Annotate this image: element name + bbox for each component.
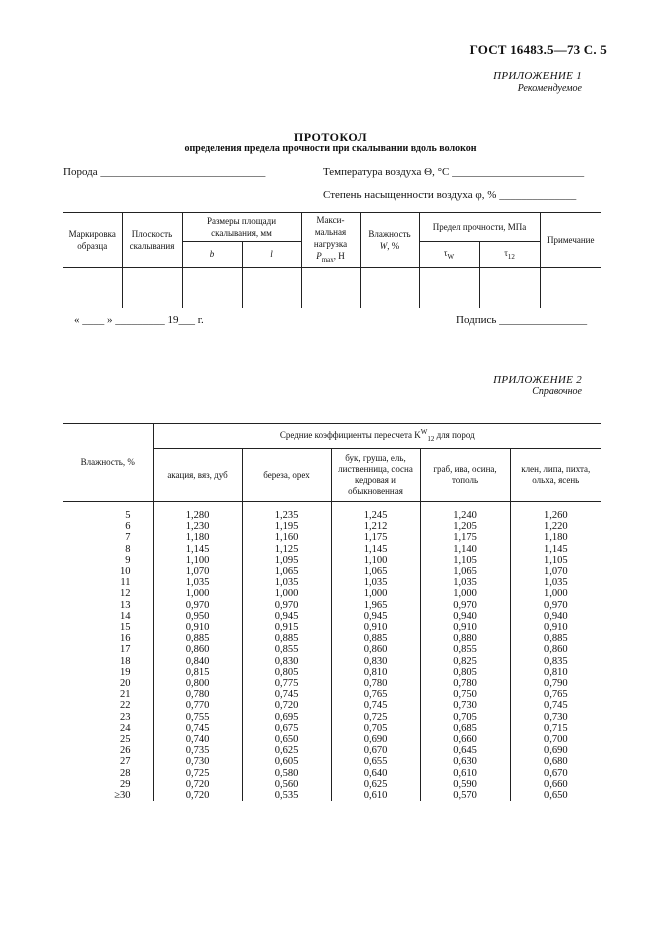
coefficient-cell: 0,730 (420, 700, 510, 711)
coefficient-cell: 0,650 (242, 734, 331, 745)
col-header-plane: Плоскость скалывания (122, 213, 182, 268)
coefficient-cell: 0,650 (510, 790, 601, 801)
col-header-species-1: акация, вяз, дуб (153, 449, 242, 502)
coefficient-cell: 0,860 (153, 644, 242, 655)
coefficient-cell: 0,855 (242, 644, 331, 655)
col-header-tau-w: $\tau_W$ (419, 242, 479, 268)
col-header-dimensions: Размеры площади скалывания, мм (182, 213, 301, 242)
col-header-tau-12: $\tau_{12}$ (479, 242, 540, 268)
coefficient-cell: 1,240 (420, 502, 510, 522)
coefficient-cell: 0,860 (510, 644, 601, 655)
coefficient-cell: 1,065 (420, 566, 510, 577)
moisture-cell: 27 (63, 756, 153, 767)
protocol-title: ПРОТОКОЛ (293, 130, 368, 144)
moisture-cell: 11 (63, 577, 153, 588)
moisture-cell: 8 (63, 544, 153, 555)
moisture-cell: 25 (63, 734, 153, 745)
moisture-cell: 14 (63, 611, 153, 622)
coefficient-cell: 0,670 (331, 745, 420, 756)
appendix-1-subtitle: Рекомендуемое (517, 83, 582, 94)
coefficient-cell: 1,035 (420, 577, 510, 588)
coefficient-cell: 0,680 (510, 756, 601, 767)
coefficient-cell: 0,885 (510, 633, 601, 644)
coefficient-cell: 0,765 (331, 689, 420, 700)
table-row (63, 712, 601, 723)
coefficient-cell: 0,625 (331, 779, 420, 790)
coefficient-cell: 0,950 (153, 611, 242, 622)
coefficient-cell: 0,695 (242, 712, 331, 723)
coefficient-cell: 0,570 (420, 790, 510, 801)
coefficient-cell: 0,945 (331, 611, 420, 622)
appendix-2-title: ПРИЛОЖЕНИЕ 2 (493, 374, 582, 386)
appendix-2-subtitle: Справочное (532, 386, 582, 397)
moisture-cell: 10 (63, 566, 153, 577)
moisture-cell: 17 (63, 644, 153, 655)
moisture-cell: 16 (63, 633, 153, 644)
signature-line: Подпись ________________ (456, 314, 588, 326)
coefficient-cell: 0,755 (153, 712, 242, 723)
coefficient-cell: 0,580 (242, 768, 331, 779)
coefficient-cell: 1,140 (420, 544, 510, 555)
coefficient-cell: 1,260 (510, 502, 601, 522)
coefficient-cell: 0,970 (510, 600, 601, 611)
moisture-cell: 28 (63, 768, 153, 779)
coefficient-cell: 0,560 (242, 779, 331, 790)
coefficient-cell: 0,970 (242, 600, 331, 611)
moisture-cell: 18 (63, 656, 153, 667)
table-row (63, 734, 601, 745)
coefficient-cell: 1,965 (331, 600, 420, 611)
col-header-species-4: граб, ива, осина, тополь (420, 449, 510, 502)
col-header-species-5: клен, липа, пихта, ольха, ясень (510, 449, 601, 502)
coefficient-cell: 1,245 (331, 502, 420, 522)
coefficient-cell: 0,780 (420, 678, 510, 689)
table-row (63, 790, 601, 801)
coefficient-cell: 0,715 (510, 723, 601, 734)
table-row (63, 521, 601, 532)
table-cell (63, 267, 122, 308)
breed-field (63, 166, 265, 178)
coefficient-cell: 1,175 (420, 532, 510, 543)
moisture-cell: 5 (63, 502, 153, 522)
coefficient-cell: 0,690 (510, 745, 601, 756)
table-cell (242, 267, 301, 308)
table-cell (182, 267, 242, 308)
coefficient-cell: 0,745 (153, 723, 242, 734)
coefficient-cell: 0,750 (420, 689, 510, 700)
col-header-moisture: Влажность W, % (360, 213, 419, 268)
coefficient-cell: 0,660 (420, 734, 510, 745)
table-row (63, 622, 601, 633)
appendix-1-title: ПРИЛОЖЕНИЕ 1 (493, 70, 582, 82)
saturation-label: Степень насыщенности воздуха φ, % (323, 189, 497, 201)
table-row (63, 745, 601, 756)
coefficient-cell: 0,655 (331, 756, 420, 767)
protocol-subtitle: определения предела прочности при скалывании вдоль волокон (184, 143, 477, 154)
coefficient-cell: 0,645 (420, 745, 510, 756)
breed-blank: ______________________________ (100, 166, 266, 178)
col-header-marking: Маркировка образца (63, 213, 122, 268)
moisture-cell: 20 (63, 678, 153, 689)
coefficient-cell: 1,000 (153, 588, 242, 599)
coefficient-cell: 0,910 (420, 622, 510, 633)
table-row (63, 779, 601, 790)
moisture-cell: 7 (63, 532, 153, 543)
col-header-dim-b: b (182, 242, 242, 268)
coefficient-cell: 0,640 (331, 768, 420, 779)
coefficient-cell: 1,175 (331, 532, 420, 543)
col-header-max-load: Макси-мальная нагрузка $P_{max}$, Н (301, 213, 360, 268)
table-row (63, 577, 601, 588)
coefficient-cell: 0,605 (242, 756, 331, 767)
coefficient-cell: 0,690 (331, 734, 420, 745)
coefficient-cell: 0,805 (420, 667, 510, 678)
table-cell (479, 267, 540, 308)
coefficient-cell: 1,105 (510, 555, 601, 566)
table-row (63, 611, 601, 622)
moisture-cell: 9 (63, 555, 153, 566)
coefficient-cell: 1,145 (153, 544, 242, 555)
coefficient-table (63, 423, 601, 801)
coefficient-cell: 1,180 (510, 532, 601, 543)
coefficient-cell: 1,095 (242, 555, 331, 566)
coefficient-cell: 0,775 (242, 678, 331, 689)
coefficient-cell: 0,725 (153, 768, 242, 779)
coefficient-cell: 0,970 (420, 600, 510, 611)
coefficient-cell: 0,610 (420, 768, 510, 779)
coefficient-cell: 1,145 (510, 544, 601, 555)
coefficient-cell: 0,700 (510, 734, 601, 745)
table-row (63, 600, 601, 611)
coefficient-cell: 0,910 (510, 622, 601, 633)
moisture-cell: 29 (63, 779, 153, 790)
table-row (63, 544, 601, 555)
table-row (63, 555, 601, 566)
coefficient-cell: 0,885 (331, 633, 420, 644)
coefficient-cell: 1,195 (242, 521, 331, 532)
coefficient-cell: 0,730 (153, 756, 242, 767)
table-row (63, 502, 601, 522)
coefficient-cell: 1,035 (510, 577, 601, 588)
table-cell (360, 267, 419, 308)
moisture-cell: 13 (63, 600, 153, 611)
coefficient-cell: 0,630 (420, 756, 510, 767)
coefficient-cell: 1,145 (331, 544, 420, 555)
coefficient-cell: 1,000 (242, 588, 331, 599)
coefficient-cell: 0,765 (510, 689, 601, 700)
coefficient-cell: 1,000 (331, 588, 420, 599)
coefficient-cell: 1,125 (242, 544, 331, 555)
table-row (63, 588, 601, 599)
col-header-dim-l: l (242, 242, 301, 268)
coefficient-cell: 0,885 (153, 633, 242, 644)
coefficient-cell: 0,810 (510, 667, 601, 678)
coefficient-cell: 1,035 (153, 577, 242, 588)
coefficient-cell: 1,180 (153, 532, 242, 543)
coefficient-cell: 0,805 (242, 667, 331, 678)
coefficient-cell: 0,705 (331, 723, 420, 734)
table-row (63, 633, 601, 644)
table-row (63, 667, 601, 678)
document-reference: ГОСТ 16483.5—73 С. 5 (469, 42, 607, 57)
coefficient-cell: 1,230 (153, 521, 242, 532)
coefficient-cell: 1,235 (242, 502, 331, 522)
coefficient-cell: 1,205 (420, 521, 510, 532)
table-row (63, 723, 601, 734)
coefficient-cell: 0,940 (420, 611, 510, 622)
coefficient-cell: 0,860 (331, 644, 420, 655)
protocol-table (63, 212, 601, 308)
coefficient-cell: 1,070 (510, 566, 601, 577)
coefficient-cell: 1,100 (153, 555, 242, 566)
coefficient-cell: 0,840 (153, 656, 242, 667)
table-cell (419, 267, 479, 308)
coefficient-cell: 0,685 (420, 723, 510, 734)
coefficient-cell: 0,915 (242, 622, 331, 633)
table-cell (540, 267, 601, 308)
table-row (63, 700, 601, 711)
coefficient-cell: 1,000 (510, 588, 601, 599)
coefficient-cell: 0,825 (420, 656, 510, 667)
breed-label: Порода (63, 166, 98, 178)
moisture-cell: 23 (63, 712, 153, 723)
coefficient-cell: 0,535 (242, 790, 331, 801)
coefficient-cell: 1,220 (510, 521, 601, 532)
table-row (63, 678, 601, 689)
moisture-cell: 15 (63, 622, 153, 633)
coefficient-cell: 0,770 (153, 700, 242, 711)
temperature-blank: ________________________ (452, 166, 585, 178)
moisture-cell: 21 (63, 689, 153, 700)
coefficient-cell: 0,780 (331, 678, 420, 689)
table-row (63, 644, 601, 655)
saturation-blank: ______________ (499, 189, 577, 201)
coefficient-cell: 0,940 (510, 611, 601, 622)
moisture-cell: 12 (63, 588, 153, 599)
moisture-cell: ≥30 (63, 790, 153, 801)
coefficient-cell: 1,105 (420, 555, 510, 566)
coefficient-cell: 0,970 (153, 600, 242, 611)
coefficient-cell: 0,745 (331, 700, 420, 711)
table-row (63, 656, 601, 667)
coefficient-cell: 0,740 (153, 734, 242, 745)
coefficient-cell: 1,035 (242, 577, 331, 588)
coefficient-cell: 0,745 (242, 689, 331, 700)
temperature-label: Температура воздуха Θ, °С (323, 166, 450, 178)
table-row (63, 689, 601, 700)
coefficient-cell: 1,035 (331, 577, 420, 588)
coefficient-cell: 0,720 (153, 790, 242, 801)
col-header-note: Примечание (540, 213, 601, 268)
coefficient-cell: 1,160 (242, 532, 331, 543)
table-row (63, 768, 601, 779)
saturation-field (323, 189, 576, 201)
coefficient-cell: 0,910 (153, 622, 242, 633)
col-header-species-3: бук, груша, ель, лиственница, сосна кедровая и обыкновенная (331, 449, 420, 502)
col-header-species-2: береза, орех (242, 449, 331, 502)
temperature-field (323, 166, 584, 178)
coefficient-cell: 0,910 (331, 622, 420, 633)
col-header-moisture-percent: Влажность, % (63, 424, 153, 502)
table-row (63, 532, 601, 543)
table-row (63, 566, 601, 577)
moisture-cell: 19 (63, 667, 153, 678)
coefficient-cell: 0,800 (153, 678, 242, 689)
col-header-coefficients: Средние коэффициенты пересчета $K^W_{12}$ для пород (153, 424, 601, 449)
table-cell (122, 267, 182, 308)
coefficient-cell: 1,070 (153, 566, 242, 577)
table-cell (301, 267, 360, 308)
coefficient-cell: 1,100 (331, 555, 420, 566)
coefficient-cell: 0,790 (510, 678, 601, 689)
coefficient-cell: 0,830 (331, 656, 420, 667)
coefficient-cell: 0,810 (331, 667, 420, 678)
coefficient-cell: 0,625 (242, 745, 331, 756)
moisture-cell: 24 (63, 723, 153, 734)
coefficient-cell: 0,745 (510, 700, 601, 711)
coefficient-cell: 0,725 (331, 712, 420, 723)
coefficient-cell: 0,880 (420, 633, 510, 644)
coefficient-cell: 0,835 (510, 656, 601, 667)
coefficient-cell: 0,660 (510, 779, 601, 790)
coefficient-cell: 1,065 (242, 566, 331, 577)
moisture-cell: 26 (63, 745, 153, 756)
coefficient-cell: 1,000 (420, 588, 510, 599)
date-line: « ____ » _________ 19___ г. (74, 314, 204, 326)
col-header-strength: Предел прочности, МПа (419, 213, 540, 242)
coefficient-cell: 0,735 (153, 745, 242, 756)
moisture-cell: 6 (63, 521, 153, 532)
table-row (63, 756, 601, 767)
coefficient-cell: 1,280 (153, 502, 242, 522)
coefficient-cell: 0,675 (242, 723, 331, 734)
coefficient-cell: 0,720 (153, 779, 242, 790)
coefficient-cell: 0,670 (510, 768, 601, 779)
coefficient-cell: 0,945 (242, 611, 331, 622)
coefficient-cell: 0,730 (510, 712, 601, 723)
coefficient-cell: 0,855 (420, 644, 510, 655)
coefficient-cell: 0,610 (331, 790, 420, 801)
coefficient-cell: 1,212 (331, 521, 420, 532)
coefficient-cell: 1,065 (331, 566, 420, 577)
coefficient-cell: 0,885 (242, 633, 331, 644)
moisture-cell: 22 (63, 700, 153, 711)
coefficient-cell: 0,780 (153, 689, 242, 700)
coefficient-cell: 0,815 (153, 667, 242, 678)
coefficient-cell: 0,830 (242, 656, 331, 667)
coefficient-cell: 0,720 (242, 700, 331, 711)
coefficient-cell: 0,705 (420, 712, 510, 723)
coefficient-cell: 0,590 (420, 779, 510, 790)
